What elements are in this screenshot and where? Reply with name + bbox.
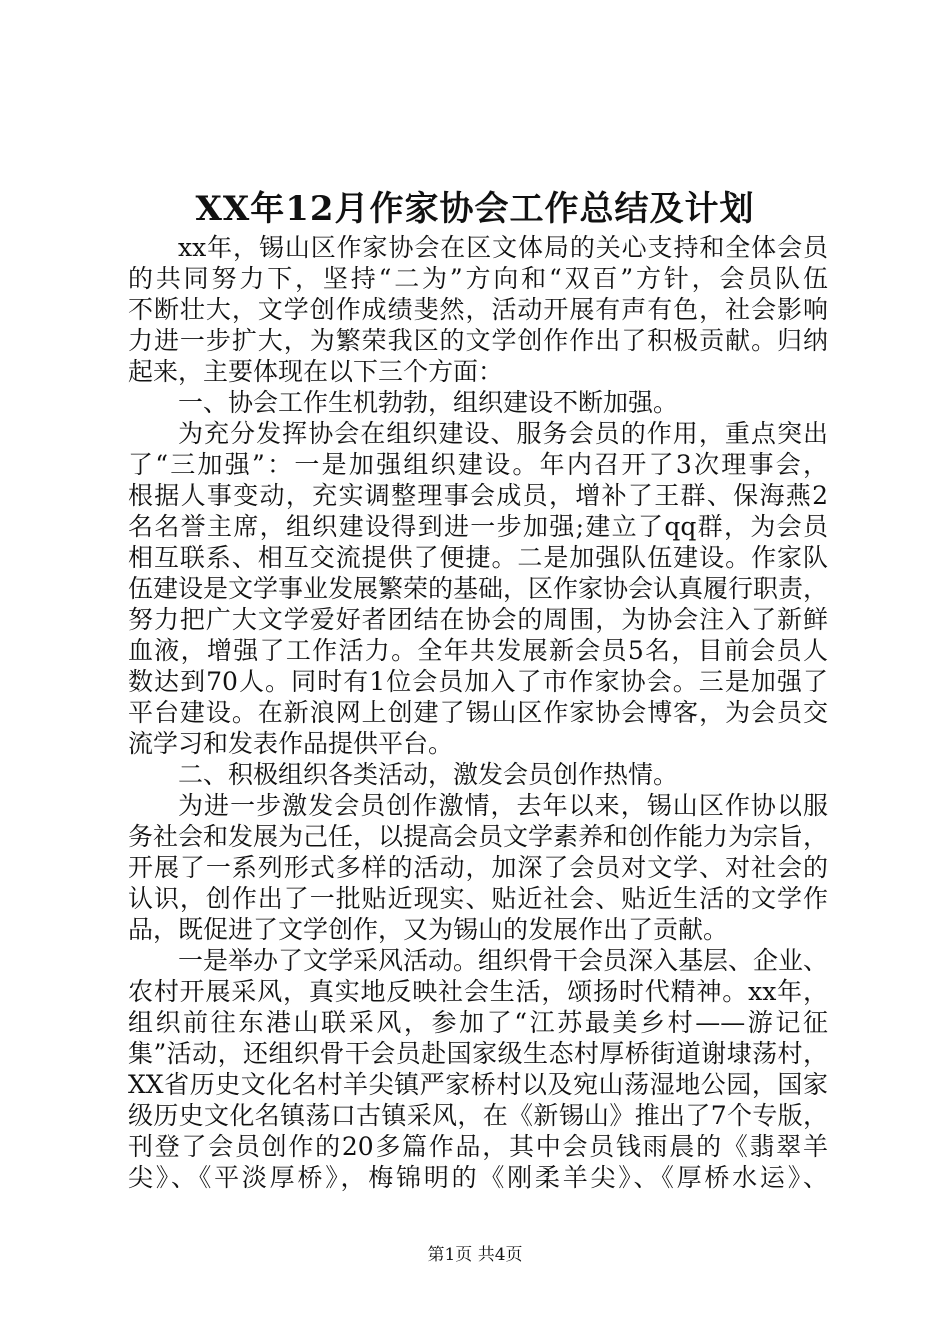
body-line: 根据人事变动，充实调整理事会成员，增补了王群、保海燕2 xyxy=(128,481,828,510)
body-line: XX省历史文化名村羊尖镇严家桥村以及宛山荡湿地公园，国家 xyxy=(128,1070,828,1099)
body-line: 数达到70人。同时有1位会员加入了市作家协会。三是加强了 xyxy=(128,667,828,696)
body-line: 伍建设是文学事业发展繁荣的基础，区作家协会认真履行职责， xyxy=(128,574,829,603)
body-line: 起来，主要体现在以下三个方面： xyxy=(128,357,504,386)
section-heading: 二、积极组织各类活动，激发会员创作热情。 xyxy=(178,760,679,789)
body-line: 血液，增强了工作活力。全年共发展新会员5名，目前会员人 xyxy=(128,636,828,665)
body-line: 的共同努力下，坚持“二为”方向和“双百”方针，会员队伍 xyxy=(128,264,828,293)
page-footer: 第1页 共4页 xyxy=(427,1245,523,1265)
body-line: 相互联系、相互交流提供了便捷。二是加强队伍建设。作家队 xyxy=(128,543,828,572)
body-line: 一是举办了文学采风活动。组织骨干会员深入基层、企业、 xyxy=(178,946,829,975)
body-line: 农村开展采风，真实地反映社会生活，颂扬时代精神。xx年， xyxy=(128,977,828,1006)
body-line: 流学习和发表作品提供平台。 xyxy=(128,729,454,758)
body-line: 名名誉主席，组织建设得到进一步加强;建立了qq群，为会员 xyxy=(128,512,828,541)
body-line: 力进一步扩大，为繁荣我区的文学创作作出了积极贡献。归纳 xyxy=(128,326,828,355)
body-line: 品，既促进了文学创作，又为锡山的发展作出了贡献。 xyxy=(128,915,729,944)
body-line: 了“三加强”：一是加强组织建设。年内召开了3次理事会， xyxy=(128,450,828,479)
section-heading: 一、协会工作生机勃勃，组织建设不断加强。 xyxy=(178,388,679,417)
body-line: xx年，锡山区作家协会在区文体局的关心支持和全体会员 xyxy=(178,233,828,262)
body-line: 为充分发挥协会在组织建设、服务会员的作用，重点突出 xyxy=(178,419,828,448)
body-line: 级历史文化名镇荡口古镇采风，在《新锡山》推出了7个专版， xyxy=(128,1101,828,1130)
body-line: 尖》、《平淡厚桥》，梅锦明的《刚柔羊尖》、《厚桥水运》、 xyxy=(128,1163,828,1192)
document-body xyxy=(128,232,828,1193)
document-title: XX年12月作家协会工作总结及计划 xyxy=(195,189,755,229)
body-line: 认识，创作出了一批贴近现实、贴近社会、贴近生活的文学作 xyxy=(128,884,828,913)
body-line: 不断壮大，文学创作成绩斐然，活动开展有声有色，社会影响 xyxy=(128,295,828,324)
body-line: 平台建设。在新浪网上创建了锡山区作家协会博客，为会员交 xyxy=(128,698,828,727)
body-line: 组织前往东港山联采风，参加了“江苏最美乡村——游记征 xyxy=(128,1008,828,1037)
body-line: 务社会和发展为己任，以提高会员文学素养和创作能力为宗旨， xyxy=(128,822,829,851)
body-line: 努力把广大文学爱好者团结在协会的周围，为协会注入了新鲜 xyxy=(128,605,828,634)
body-line: 为进一步激发会员创作激情，去年以来，锡山区作协以服 xyxy=(178,791,828,820)
body-line: 集”活动，还组织骨干会员赴国家级生态村厚桥街道谢埭荡村， xyxy=(128,1039,828,1068)
body-line: 刊登了会员创作的20多篇作品，其中会员钱雨晨的《翡翠羊 xyxy=(128,1132,828,1161)
body-line: 开展了一系列形式多样的活动，加深了会员对文学、对社会的 xyxy=(128,853,828,882)
